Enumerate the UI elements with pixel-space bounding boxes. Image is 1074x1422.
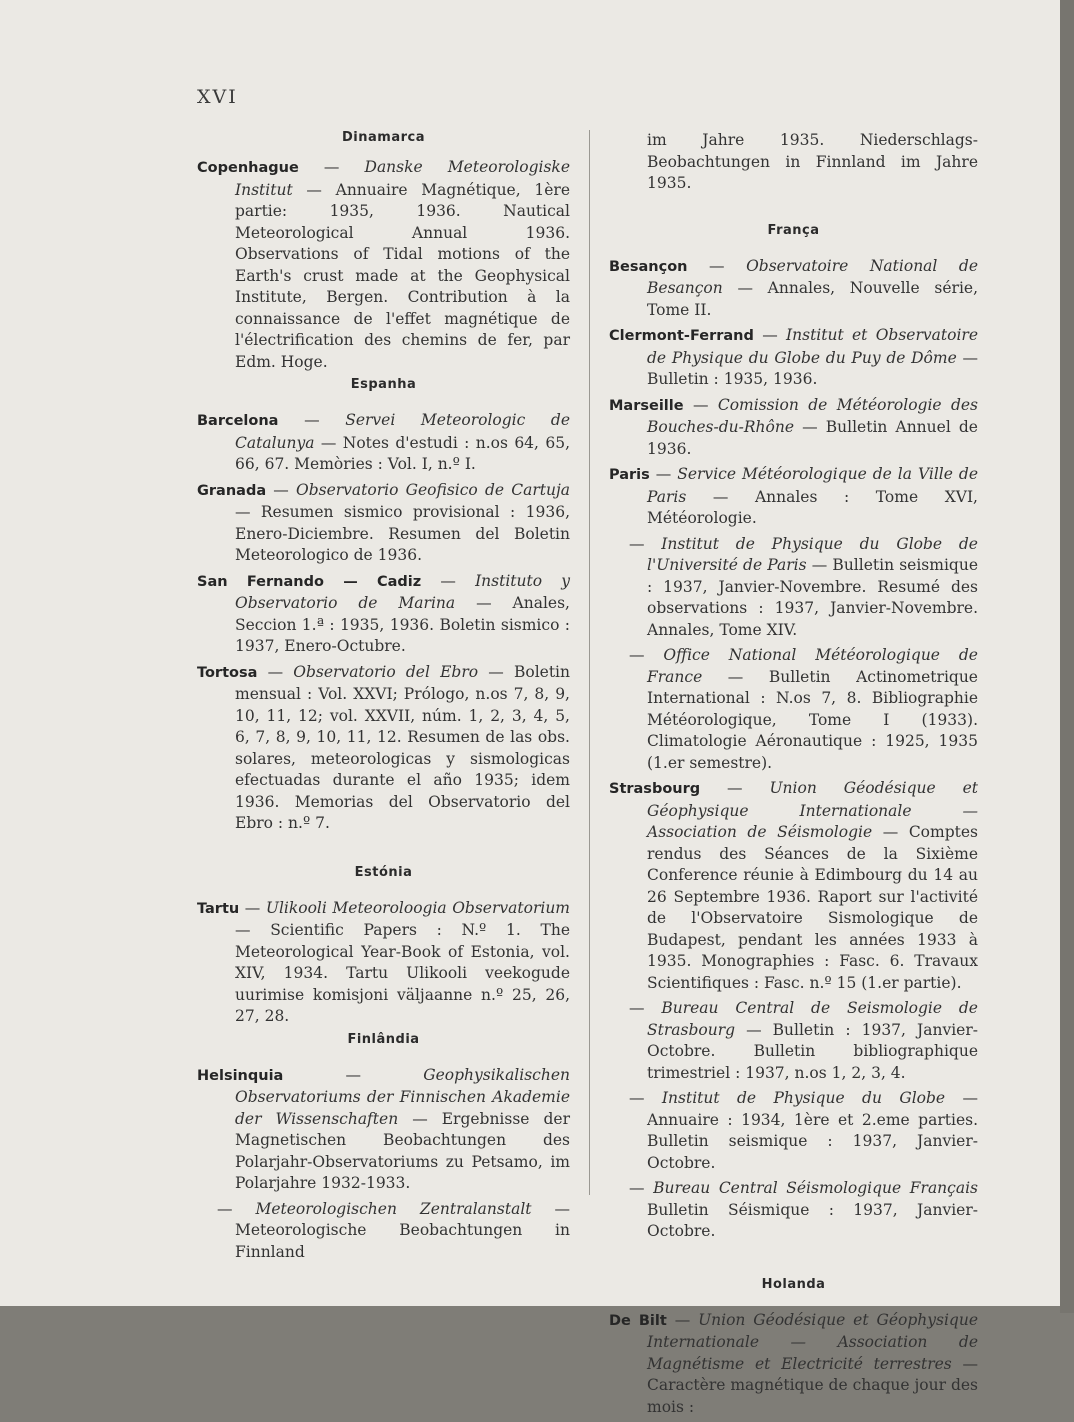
entry-city: Barcelona (197, 413, 279, 429)
entry-dash: — (666, 1310, 699, 1329)
entry-city: Clermont-Ferrand (609, 328, 754, 344)
entry-dash: — (298, 158, 365, 176)
section-heading: Dinamarca (342, 130, 425, 145)
entry-publications: — Comptes rendus des Séances de la Sixième Conference réunie à Edimbourg du 14 au 26 Septembre 1936. Raport sur l'activité de l'Observatoire Sismologique de Budapest, pendant les années 1933 à 1935. Monographies : Fasc. 6. Travaux Scientifiques : Fasc. n.º 15 (1.er partie). (647, 823, 978, 992)
entry-institution: Office National Météorologique de France (647, 646, 978, 686)
entry-institution: Observatorio del Ebro (293, 662, 479, 681)
entry-publications: — Meteorologische Beobachtungen in Finnland (235, 1199, 570, 1261)
entry-institution: Union Géodésique et Géophysique Internationale — Association de Séismologie (647, 779, 979, 841)
entry-institution: Institut de Physique du Globe de l'Université de Paris (647, 534, 978, 574)
entry-institution: Institut de Physique du Globe (661, 1089, 946, 1107)
bibliography-entry (197, 480, 570, 567)
entry-publications: im Jahre 1935. Niederschlags-Beobachtungen in Finnland im Jahre 1935. (647, 131, 978, 192)
bibliography-entry (197, 1199, 570, 1264)
entry-dash: — (687, 256, 747, 275)
section-heading: França (767, 222, 820, 238)
entry-publications: — Bulletin : 1937, Janvier-Octobre. Bulletin bibliographique trimestriel : 1937, n.os 1, 2, 3, 4. (647, 1020, 978, 1082)
entry-dash: — (649, 465, 678, 483)
entry-city: Tartu (197, 900, 240, 917)
entry-publications: — Notes d'estudi : n.os 64, 65, 66, 67. Memòries : Vol. I, n.º I. (235, 433, 570, 473)
bibliography-entry (609, 645, 978, 774)
bibliography-entry (197, 898, 570, 1028)
bibliography-entry (197, 571, 570, 658)
bibliography-entry (197, 410, 570, 476)
entry-institution: Bureau Central de Seismologie de Strasbourg (647, 999, 978, 1039)
entry-institution: Comission de Météorologie des Bouches-du-Rhône (647, 395, 979, 436)
section-heading: Estónia (354, 864, 413, 880)
entry-dash: — (239, 898, 266, 917)
entry-publications: — Bulletin Actinometrique International : N.os 7, 8. Bibliographie Météorologique, Tome I (1933). Climatologie Aéronautique : 1925, 1935 (1.er semestre). (647, 667, 978, 772)
entry-institution: Observatoire National de Besançon (647, 256, 978, 297)
entry-institution: Meteorologischen Zentralanstalt (255, 1199, 532, 1218)
entry-dash: — (266, 480, 296, 499)
entry-institution: Institut et Observatoire de Physique du Globe du Puy de Dôme (647, 326, 978, 367)
entry-institution: Danske Meteorologiske Institut (235, 158, 570, 199)
entry-institution: Union Géodésique et Géophysique Internationale — Association de Magnétisme et Electricité terrestres (647, 1310, 978, 1373)
entry-publications: — Annuaire : 1934, 1ère et 2.eme parties. Bulletin seismique : 1937, Janvier-Octobre. (647, 1089, 978, 1172)
left-column (197, 130, 570, 1267)
entry-institution: Bureau Central Séismologique Français (653, 1179, 978, 1197)
bibliography-entry (609, 1088, 978, 1174)
entry-dash: — (629, 1179, 654, 1197)
entry-city: Copenhague (197, 160, 299, 176)
entry-publications: — Ergebnisse der Magnetischen Beobachtungen des Polarjahr-Observatoriums zu Petsamo, im Polarjahre 1932-1933. (235, 1109, 570, 1192)
page-number: XVI (197, 86, 238, 108)
entry-dash: — (421, 571, 476, 590)
entry-institution: Service Météorologique de la Ville de Paris (647, 465, 978, 506)
entry-institution: Servei Meteorologic de Catalunya (235, 411, 571, 452)
entry-institution: Ulikooli Meteoroloogia Observatorium (265, 898, 570, 917)
entry-dash: — (257, 662, 294, 681)
entry-city: San Fernando — Cadiz (197, 573, 422, 590)
entry-city: Granada (197, 482, 267, 499)
bibliography-entry (609, 325, 978, 391)
scan-edge (1060, 0, 1074, 1313)
entry-dash: — (278, 411, 346, 429)
bibliography-entry (197, 1065, 570, 1195)
entry-publications: — Boletin mensual : Vol. XXVI; Prólogo, n.os 7, 8, 9, 10, 11, 12; vol. XXVII, núm. 1, 2, 3, 4, 5, 6, 7, 8, 9, 10, 11, 12. Resumen de las obs. solares, meteorologicas y sismologicas efectuadas durante el año 1935; idem 1936. Memorias del Observatorio del Ebro : n.º 7. (235, 662, 570, 832)
entry-dash: — (753, 326, 787, 344)
entry-publications: — Annales, Nouvelle série, Tome II. (647, 279, 978, 319)
entry-dash: — (629, 1089, 662, 1107)
right-column (609, 130, 978, 1422)
bibliography-entry (609, 256, 978, 322)
entry-publications: — Caractère magnétique de chaque jour des mois : (647, 1354, 978, 1416)
bibliography-entry (609, 1310, 978, 1419)
section-heading: Holanda (761, 1276, 826, 1292)
bibliography-entry (609, 395, 978, 461)
entry-city: Paris (609, 467, 650, 483)
entry-institution: Instituto y Observatorio de Marina (235, 571, 571, 612)
entry-institution: Observatorio Geofisico de Cartuja (296, 480, 571, 499)
entry-publications: — Annales : Tome XVI, Météorologie. (647, 487, 978, 527)
bibliography-entry (609, 998, 978, 1084)
entry-dash: — (217, 1199, 256, 1218)
bibliography-entry (609, 1178, 978, 1243)
section-heading: Finlândia (347, 1031, 420, 1047)
entry-publications: — Anales, Seccion 1.ª : 1935, 1936. Boletin sismico : 1937, Enero-Octubre. (235, 594, 570, 655)
entry-publications: — Scientific Papers : N.º 1. The Meteorological Year-Book of Estonia, vol. XIV, 1934. Tartu Ulikooli veekogude uurimise komisjoni väljaanne n.º 25, 26, 27, 28. (235, 921, 570, 1025)
entry-publications: — Resumen sismico provisional : 1936, Enero-Diciembre. Resumen del Boletin Meteorologico de 1936. (235, 503, 570, 564)
bibliography-entry (609, 464, 978, 530)
entry-city: Marseille (609, 397, 684, 414)
entry-city: Helsinquia (197, 1067, 284, 1084)
entry-dash: — (283, 1065, 424, 1084)
bibliography-entry (197, 662, 570, 835)
entry-city: De Bilt (609, 1312, 667, 1329)
bibliography-entry (609, 778, 978, 994)
entry-publications: — Bulletin : 1935, 1936. (647, 348, 978, 388)
entry-dash: — (629, 646, 664, 664)
entry-publications: — Bulletin seismique : 1937, Janvier-Novembre. Resumé des observations : 1937, Janvier-Novembre. Annales, Tome XIV. (647, 556, 978, 639)
entry-dash: — (700, 779, 770, 797)
entry-publications: — Bulletin Annuel de 1936. (647, 418, 978, 458)
entry-dash: — (683, 395, 718, 414)
entry-city: Besançon (609, 258, 688, 275)
bibliography-entry (609, 130, 978, 195)
bibliography-entry (609, 534, 978, 642)
entry-publications: — Annuaire Magnétique, 1ère partie: 1935, 1936. Nautical Meteorological Annual 1936. Observations of Tidal motions of the Earth's crust made at the Geophysical Institute, Bergen. Contribution à la connaissance de l'effet magnétique de l'électrification des chemins de fer, par Edm. Hoge. (235, 180, 570, 371)
entry-institution: Geophysikalischen Observatoriums der Finnischen Akademie der Wissenschaften (235, 1065, 570, 1128)
entry-dash: — (629, 534, 662, 553)
entry-dash: — (629, 999, 662, 1017)
entry-publications: Bulletin Séismique : 1937, Janvier-Octobre. (647, 1200, 978, 1240)
bibliography-entry (197, 157, 570, 373)
section-heading: Espanha (350, 377, 417, 392)
entry-city: Strasbourg (609, 781, 701, 797)
entry-city: Tortosa (197, 664, 258, 681)
column-divider (589, 130, 590, 1195)
